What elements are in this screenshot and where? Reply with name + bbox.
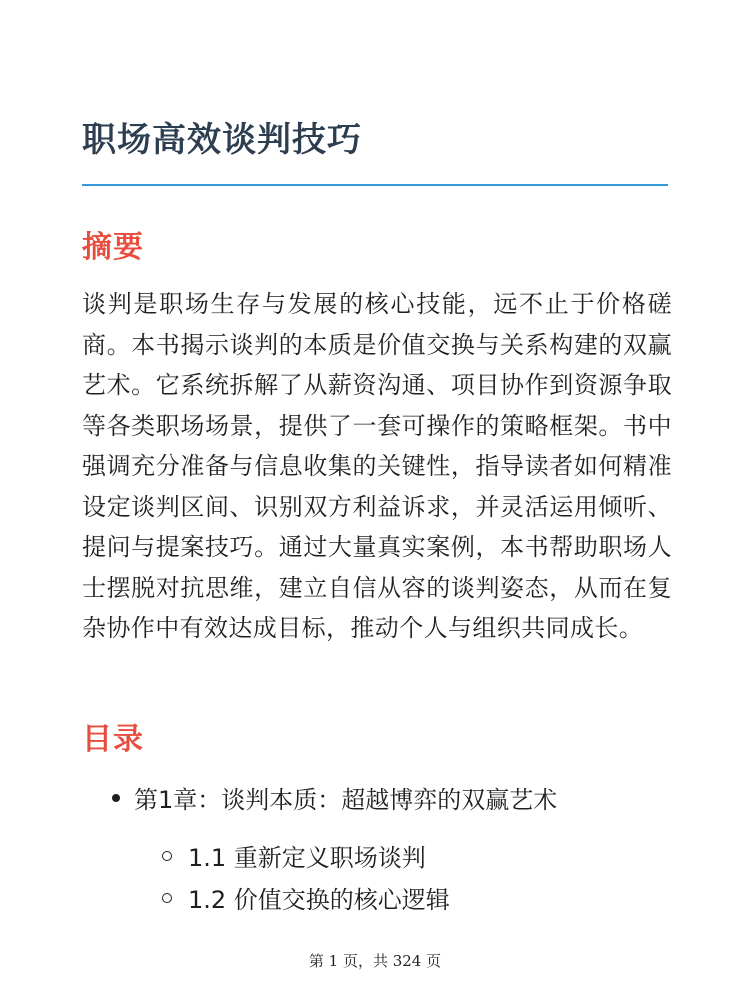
toc-chapter-1[interactable] — [112, 780, 557, 815]
toc-chapter-label: 第1章：谈判本质：超越博弈的双赢艺术 — [134, 786, 558, 814]
bullet-circle-icon — [162, 851, 172, 861]
page-number-footer: 第 1 页，共 324 页 — [308, 952, 442, 970]
document-title: 职场高效谈判技巧 — [82, 120, 362, 160]
abstract-body: 谈判是职场生存与发展的核心技能，远不止于价格磋商。本书揭示谈判的本质是价值交换与关系构建的双赢艺术。它系统拆解了从薪资沟通、项目协作到资源争取等各类职场场景，提供了一套可操作的策略框架。书中强调充分准备与信息收集的关键性，指导读者如何精准设定谈判区间、识别双方利益诉求，并灵活运用倾听、提问与提案技巧。通过大量真实案例，本书帮助职场人士摆脱对抗思维，建立自信从容的谈判姿态，从而在复杂协作中有效达成目标，推动个人与组织共同成长。 — [82, 290, 672, 642]
toc-section-1-1[interactable] — [162, 838, 426, 873]
toc-section-1-2[interactable] — [162, 880, 450, 915]
abstract-heading: 摘要 — [82, 230, 144, 265]
bullet-disc-icon — [112, 794, 120, 802]
bullet-circle-icon — [162, 893, 172, 903]
toc-section-label: 1.2 价值交换的核心逻辑 — [188, 886, 450, 914]
toc-section-label: 1.1 重新定义职场谈判 — [188, 844, 426, 872]
toc-heading: 目录 — [82, 722, 144, 757]
title-divider — [82, 184, 668, 186]
